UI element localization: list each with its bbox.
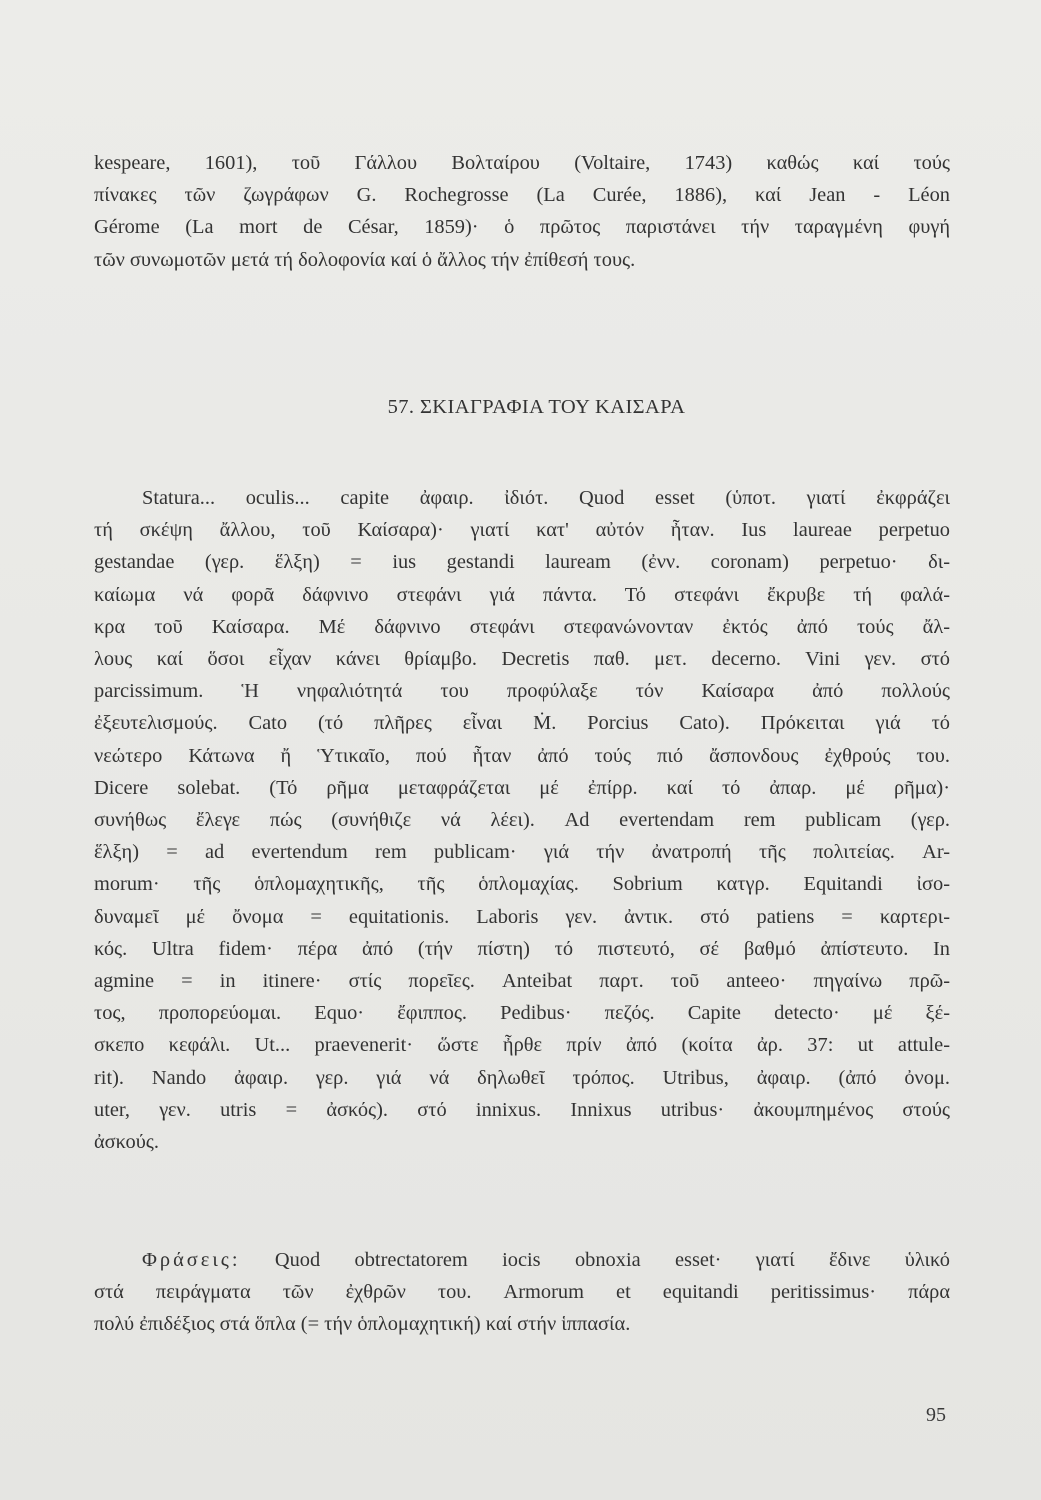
text-line: τή σκέψη ἄλλου, τοῦ Καίσαρα)· γιατί κατ' αὐτόν ἦταν. Ius laureae perpetuo bbox=[94, 519, 950, 542]
text-line: ἕλξη) = ad evertendum rem publicam· γιά τήν ἀνατροπή τῆς πολιτείας. Ar- bbox=[94, 841, 950, 864]
text-line: Statura... oculis... capite ἀφαιρ. ἰδιότ. Quod esset (ὑποτ. γιατί ἐκφράζει bbox=[142, 487, 950, 509]
text-line: τος, προπορεύομαι. Equo· ἔφιππος. Pedibus· πεζός. Capite detecto· μέ ξέ- bbox=[94, 1002, 950, 1025]
text-line: agmine = in itinere· στίς πορεῖες. Anteibat παρτ. τοῦ anteeo· πηγαίνω πρῶ- bbox=[94, 970, 950, 993]
text-line: Dicere solebat. (Τό ρῆμα μεταφράζεται μέ ἐπίρρ. καί τό ἀπαρ. μέ ρῆμα)· bbox=[94, 776, 950, 799]
text-line: δυναμεῖ μέ ὄνομα = equitationis. Laboris γεν. ἀντικ. στό patiens = καρτερι- bbox=[94, 905, 950, 928]
text-line bbox=[94, 1244, 950, 1276]
text-line: στά πειράγματα τῶν ἐχθρῶν του. Armorum et equitandi peritissimus· πάρα bbox=[94, 1281, 950, 1304]
text-line: morum· τῆς ὁπλομαχητικῆς, τῆς ὁπλομαχίας. Sobrium κατγρ. Equitandi ἰσο- bbox=[94, 873, 950, 896]
text-line: καίωμα νά φορᾶ δάφνινο στεφάνι γιά πάντα. Τό στεφάνι ἔκρυβε τή φαλά- bbox=[94, 583, 950, 606]
text-line: τῶν συνωμοτῶν μετά τή δολοφονία καί ὁ ἄλλος τήν ἐπίθεσή τους. bbox=[94, 248, 636, 271]
text-line: kespeare, 1601), τοῦ Γάλλου Βολταίρου (Voltaire, 1743) καθώς καί τούς bbox=[94, 152, 950, 174]
phrases-text: Quod obtrectatorem iocis obnoxia esset· γιατί ἔδινε ὑλικό bbox=[274, 1249, 950, 1271]
text-line: συνήθως ἔλεγε πώς (συνήθιζε νά λέει). Ad evertendam rem publicam (γερ. bbox=[94, 809, 950, 832]
text-line: σκεπο κεφάλι. Ut... praevenerit· ὥστε ἦρθε πρίν ἀπό (κοίτα ἀρ. 37: ut attule- bbox=[94, 1034, 950, 1057]
text-line: Gérome (La mort de César, 1859)· ὁ πρῶτος παριστάνει τήν ταραγμένη φυγή bbox=[94, 216, 950, 239]
text-line: πίνακες τῶν ζωγράφων G. Rochegrosse (La Curée, 1886), καί Jean - Léon bbox=[94, 184, 950, 207]
commentary-paragraph bbox=[94, 482, 950, 1158]
section-heading bbox=[0, 396, 1041, 419]
phrases-paragraph bbox=[94, 1244, 950, 1341]
text-line: gestandae (γερ. ἕλξη) = ius gestandi lauream (ἐνν. coronam) perpetuo· δι- bbox=[94, 551, 950, 574]
text-line: πολύ ἐπιδέξιος στά ὅπλα (= τήν ὁπλομαχητική) καί στήν ἱππασία. bbox=[94, 1313, 631, 1336]
text-line: rit). Nando ἀφαιρ. γερ. γιά νά δηλωθεῖ τρόπος. Utribus, ἀφαιρ. (ἀπό ὀνομ. bbox=[94, 1066, 950, 1089]
text-line: ἀσκούς. bbox=[94, 1131, 159, 1154]
text-line: ἐξευτελισμούς. Cato (τό πλῆρες εἶναι Ṁ. Porcius Cato). Πρόκειται γιά τό bbox=[94, 712, 950, 735]
text-line: κός. Ultra fidem· πέρα ἀπό (τήν πίστη) τό πιστευτό, σέ βαθμό ἀπίστευτο. In bbox=[94, 937, 950, 960]
intro-paragraph bbox=[94, 147, 950, 276]
page-number: 95 bbox=[926, 1404, 946, 1426]
text-line: λους καί ὅσοι εἶχαν κάνει θρίαμβο. Decretis παθ. μετ. decerno. Vini γεν. στό bbox=[94, 648, 950, 671]
text-line: κρα τοῦ Καίσαρα. Μέ δάφνινο στεφάνι στεφανώνονταν ἐκτός ἀπό τούς ἄλ- bbox=[94, 615, 950, 638]
text-line: uter, γεν. utris = ἀσκός). στό innixus. Innixus utribus· ἀκουμπημένος στούς bbox=[94, 1098, 950, 1121]
section-heading-text: 57. ΣΚΙΑΓΡΑΦΙΑ ΤΟΥ ΚΑΙΣΑΡΑ bbox=[387, 396, 686, 418]
phrases-label: Φράσεις: bbox=[142, 1249, 241, 1271]
text-line: νεώτερο Κάτωνα ἤ Ὑτικαῖο, πού ἦταν ἀπό τούς πιό ἄσπονδους ἐχθρούς του. bbox=[94, 744, 950, 767]
text-line: parcissimum. Ἡ νηφαλιότητά του προφύλαξε τόν Καίσαρα ἀπό πολλούς bbox=[94, 680, 950, 703]
